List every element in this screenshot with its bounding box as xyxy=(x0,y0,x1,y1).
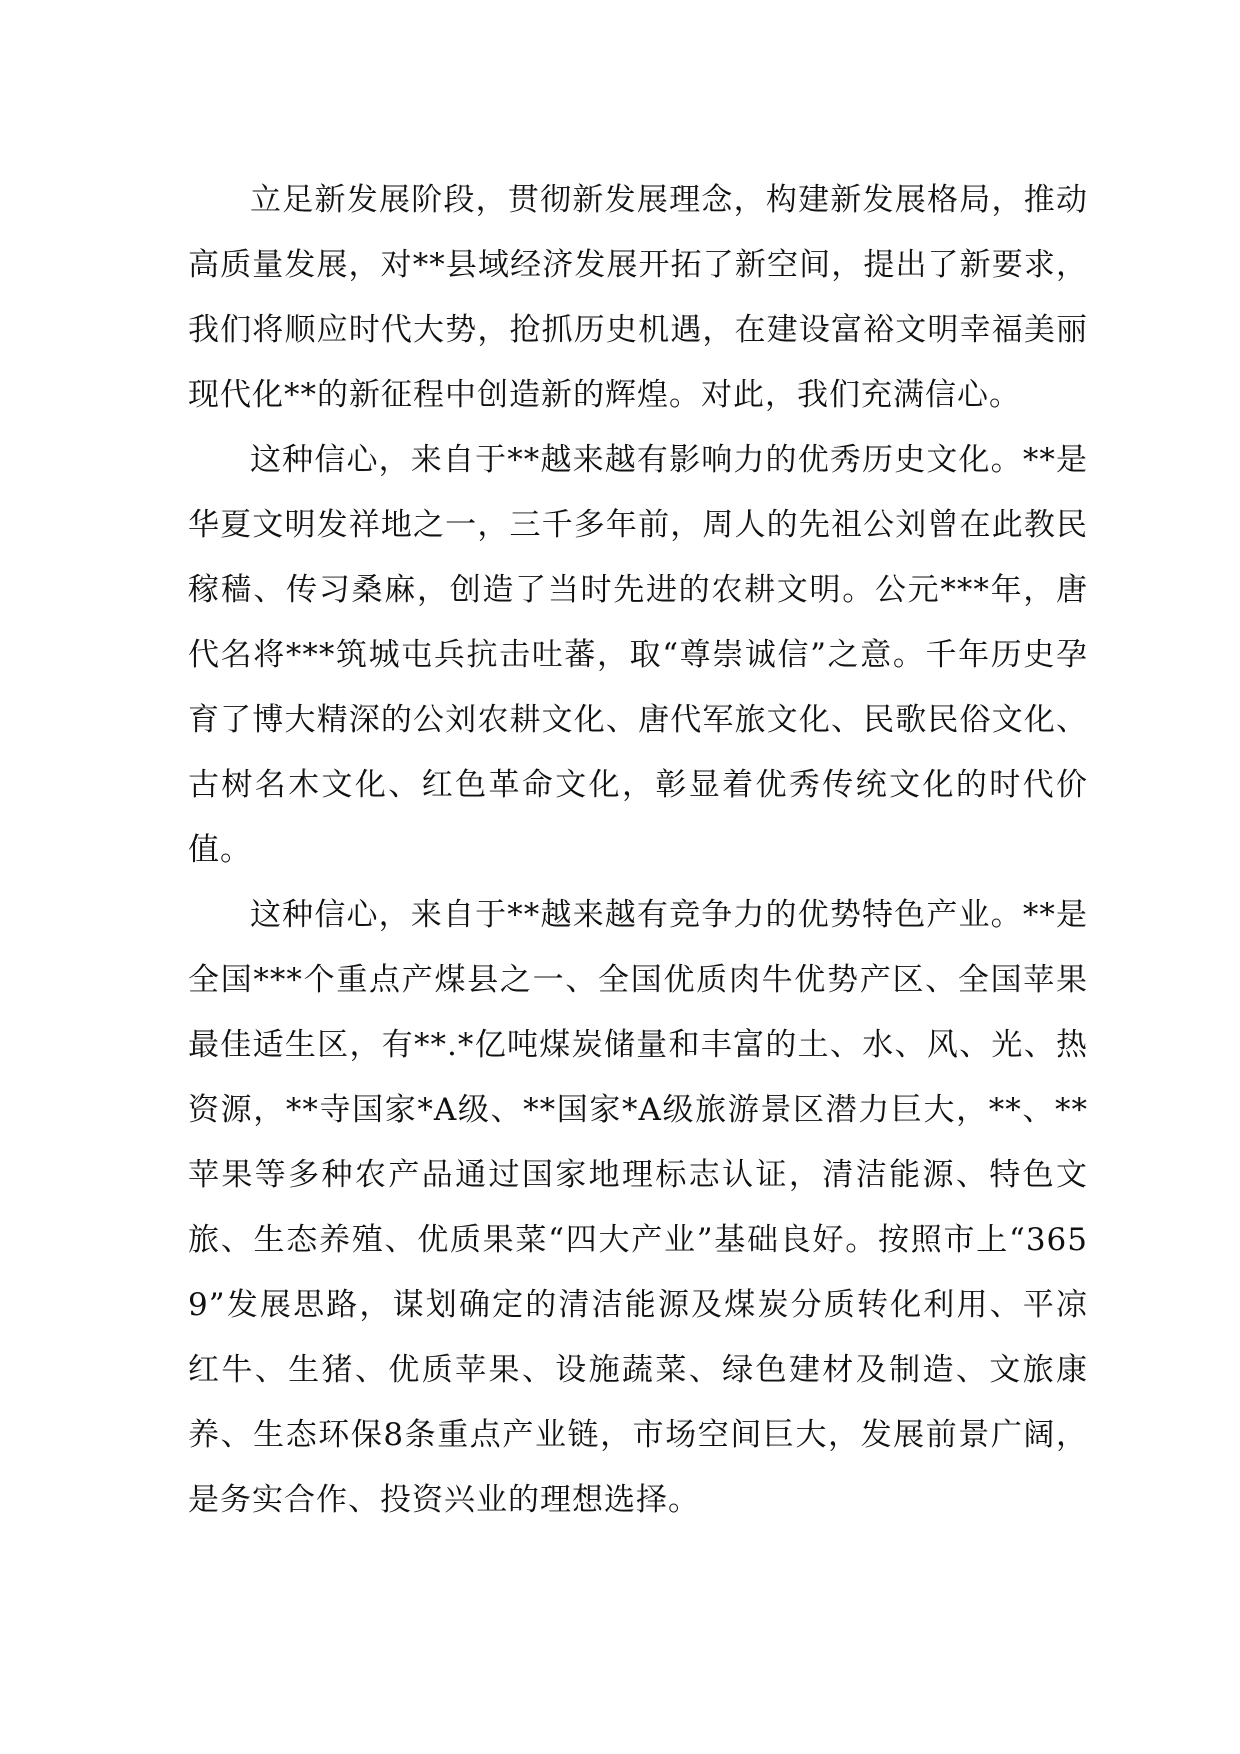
paragraph-3: 这种信心，来自于**越来越有竞争力的优势特色产业。**是全国***个重点产煤县之一、全国优质肉牛优势产区、全国苹果最佳适生区，有**.*亿吨煤炭储量和丰富的土、水、风、光、热资源，**寺国家*A级、**国家*A级旅游景区潜力巨大，**、**苹果等多种农产品通过国家地理标志认证，清洁能源、特色文旅、生态养殖、优质果菜“四大产业”基础良好。按照市上“3659”发展思路，谋划确定的清洁能源及煤炭分质转化利用、平凉红牛、生猪、优质苹果、设施蔬菜、绿色建材及制造、文旅康养、生态环保8条重点产业链，市场空间巨大，发展前景广阔，是务实合作、投资兴业的理想选择。 xyxy=(188,897,1088,1518)
paragraph-2: 这种信心，来自于**越来越有影响力的优秀历史文化。**是华夏文明发祥地之一，三千多年前，周人的先祖公刘曾在此教民稼穑、传习桑麻，创造了当时先进的农耕文明。公元***年，唐代名将***筑城屯兵抗击吐蕃，取“尊崇诚信”之意。千年历史孕育了博大精深的公刘农耕文化、唐代军旅文化、民歌民俗文化、古树名木文化、红色革命文化，彰显着优秀传统文化的时代价值。 xyxy=(188,442,1088,868)
document-body xyxy=(188,168,1088,1533)
paragraph-1: 立足新发展阶段，贯彻新发展理念，构建新发展格局，推动高质量发展，对**县域经济发展开拓了新空间，提出了新要求，我们将顺应时代大势，抢抓历史机遇，在建设富裕文明幸福美丽现代化**的新征程中创造新的辉煌。对此，我们充满信心。 xyxy=(188,182,1088,413)
